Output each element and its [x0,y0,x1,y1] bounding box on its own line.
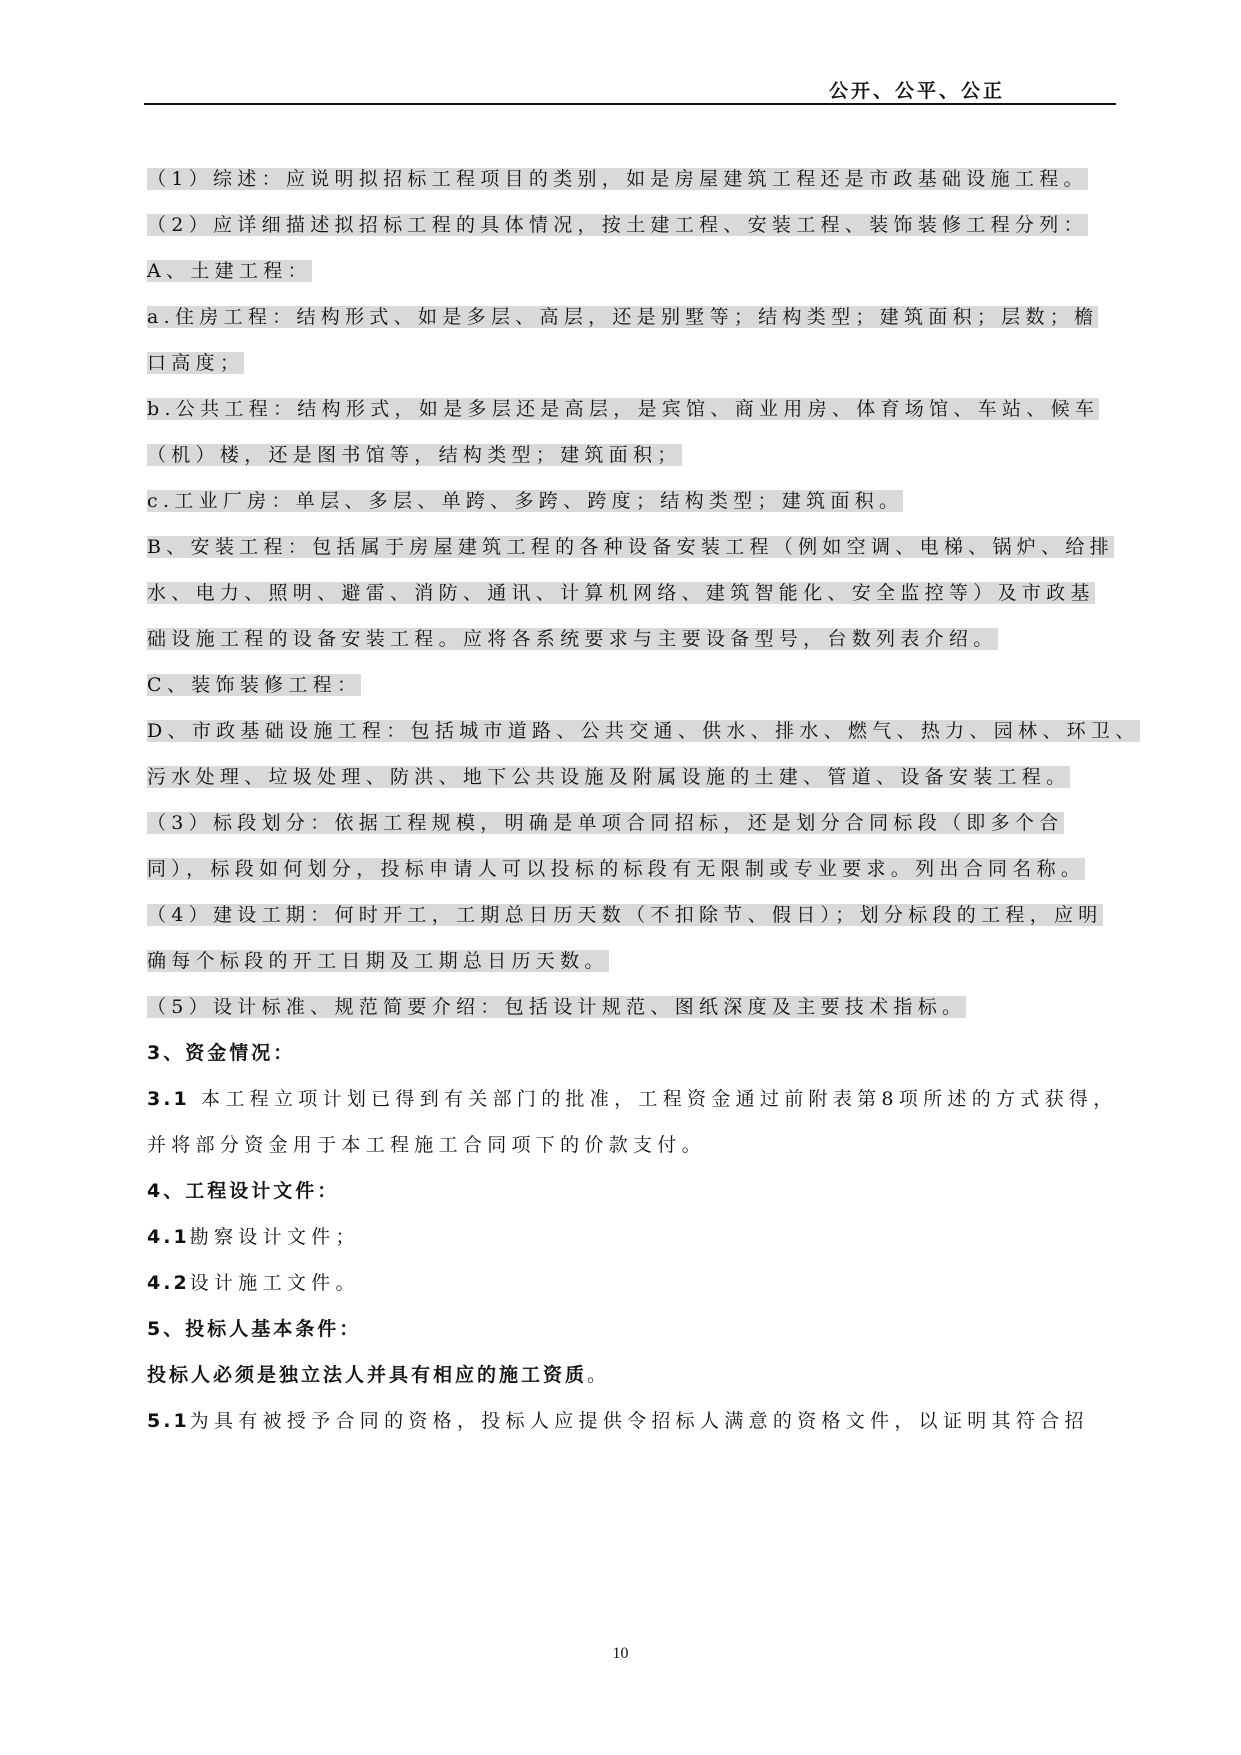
header-title: 公开、公平、公正 [828,80,1005,102]
body-line: A、土建工程： [147,260,312,282]
paragraph-4-1: 4.1勘察设计文件； [147,1226,360,1248]
body-line: 础设施工程的设备安装工程。应将各系统要求与主要设备型号，台数列表介绍。 [147,628,998,650]
body-line: D、市政基础设施工程：包括城市道路、公共交通、供水、排水、燃气、热力、园林、环卫、 [147,720,1140,742]
body-line: b.公共工程：结构形式，如是多层还是高层，是宾馆、商业用房、体育场馆、车站、候车 [147,398,1100,420]
body-line: C、装饰装修工程： [147,674,362,696]
body-line: 确每个标段的开工日期及工期总日历天数。 [147,950,609,972]
body-line: （5）设计标准、规范简要介绍：包括设计规范、图纸深度及主要技术指标。 [147,996,967,1018]
body-line: （3）标段划分：依据工程规模，明确是单项合同招标，还是划分合同标段（即多个合 [147,812,1064,834]
page-number: 10 [612,1645,629,1662]
body-line: 口高度； [147,352,245,374]
section-5-heading: 5、投标人基本条件： [147,1318,362,1340]
body-line: 污水处理、垃圾处理、防洪、地下公共设施及附属设施的土建、管道、设备安装工程。 [147,766,1071,788]
paragraph-5-requirement: 投标人必须是独立法人并具有相应的施工资质。 [147,1364,612,1386]
body-line: 水、电力、照明、避雷、消防、通讯、计算机网络、建筑智能化、安全监控等）及市政基 [147,582,1095,604]
paragraph-3-1-continued: 并将部分资金用于本工程施工合同项下的价款支付。 [147,1134,706,1156]
body-line: （2）应详细描述拟招标工程的具体情况，按土建工程、安装工程、装饰装修工程分列： [147,214,1088,236]
body-line: B、安装工程：包括属于房屋建筑工程的各种设备安装工程（例如空调、电梯、锅炉、给排 [147,536,1114,558]
body-line: （4）建设工期：何时开工，工期总日历天数（不扣除节、假日）；划分标段的工程，应明 [147,904,1103,926]
paragraph-3-1: 3.1 本工程立项计划已得到有关部门的批准，工程资金通过前附表第8项所述的方式获得， [147,1088,1118,1110]
section-4-heading: 4、工程设计文件： [147,1180,340,1202]
body-line: a.住房工程：结构形式、如是多层、高层，还是别墅等；结构类型；建筑面积；层数；檐 [147,306,1099,328]
header-divider [144,103,1116,105]
paragraph-4-2: 4.2设计施工文件。 [147,1272,360,1294]
paragraph-5-1: 5.1为具有被授予合同的资格，投标人应提供令招标人满意的资格文件，以证明其符合招 [147,1410,1089,1432]
body-line: c.工业厂房：单层、多层、单跨、多跨、跨度；结构类型；建筑面积。 [147,490,904,512]
body-line: （1）综述：应说明拟招标工程项目的类别，如是房屋建筑工程还是市政基础设施工程。 [147,168,1088,190]
body-line: 同），标段如何划分，投标申请人可以投标的标段有无限制或专业要求。列出合同名称。 [147,858,1086,880]
section-3-heading: 3、资金情况： [147,1042,296,1064]
body-line: （机）楼，还是图书馆等，结构类型；建筑面积； [147,444,682,466]
